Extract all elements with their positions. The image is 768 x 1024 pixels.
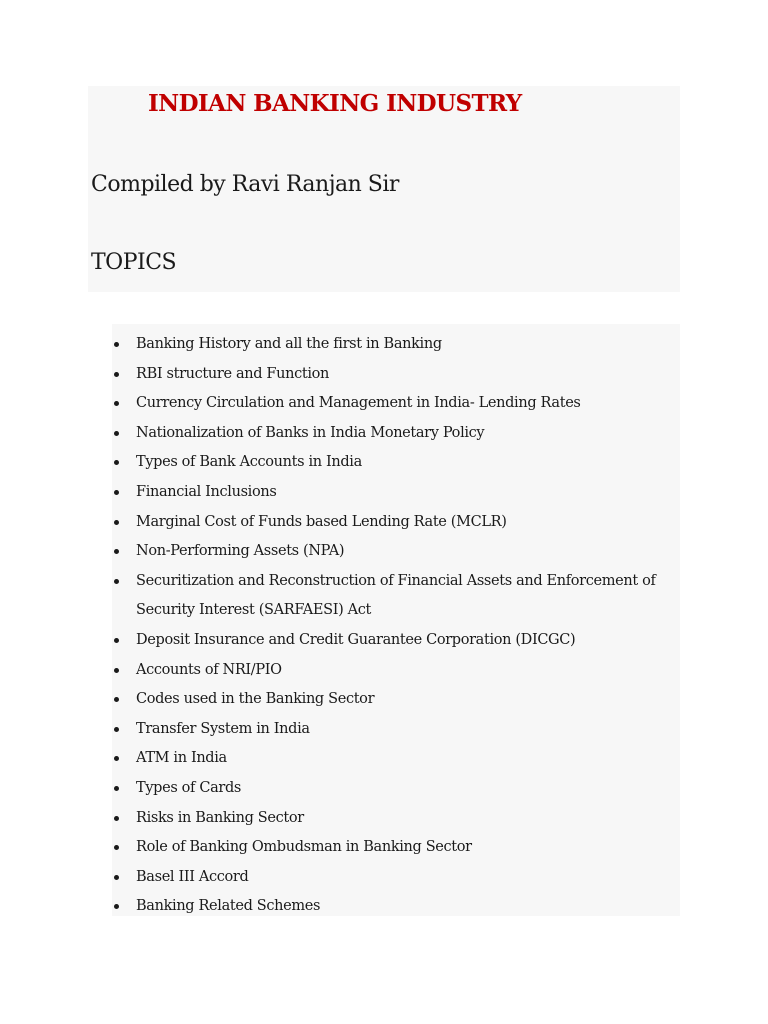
topic-item: Deposit Insurance and Credit Guarantee Corporation (DICGC) (112, 626, 680, 656)
topic-item: Basel III Accord (112, 863, 680, 893)
topic-item: Nationalization of Banks in India Monetary Policy (112, 419, 680, 449)
topics-block (112, 324, 680, 916)
topic-item: Transfer System in India (112, 715, 680, 745)
topics-list (112, 324, 680, 922)
topic-item: Banking History and all the first in Banking (112, 330, 680, 360)
topic-item: Role of Banking Ombudsman in Banking Sector (112, 833, 680, 863)
topic-item: Financial Inclusions (112, 478, 680, 508)
topic-item: Currency Circulation and Management in India- Lending Rates (112, 389, 680, 419)
topic-item: Marginal Cost of Funds based Lending Rate (MCLR) (112, 508, 680, 538)
topic-item: Banking Related Schemes (112, 892, 680, 922)
header-block (88, 86, 680, 292)
topic-item: Codes used in the Banking Sector (112, 685, 680, 715)
topic-item: Accounts of NRI/PIO (112, 656, 680, 686)
topic-item: RBI structure and Function (112, 360, 680, 390)
topic-item: Risks in Banking Sector (112, 804, 680, 834)
topic-item: Securitization and Reconstruction of Financial Assets and Enforcement of Security Interest (SARFAESI) Act (112, 567, 680, 626)
topic-item: ATM in India (112, 744, 680, 774)
topics-heading: TOPICS (91, 250, 177, 275)
document-title: INDIAN BANKING INDUSTRY (148, 90, 522, 117)
compiled-by-line: Compiled by Ravi Ranjan Sir (91, 172, 399, 197)
topic-item: Non-Performing Assets (NPA) (112, 537, 680, 567)
topic-item: Types of Cards (112, 774, 680, 804)
topic-item: Types of Bank Accounts in India (112, 448, 680, 478)
